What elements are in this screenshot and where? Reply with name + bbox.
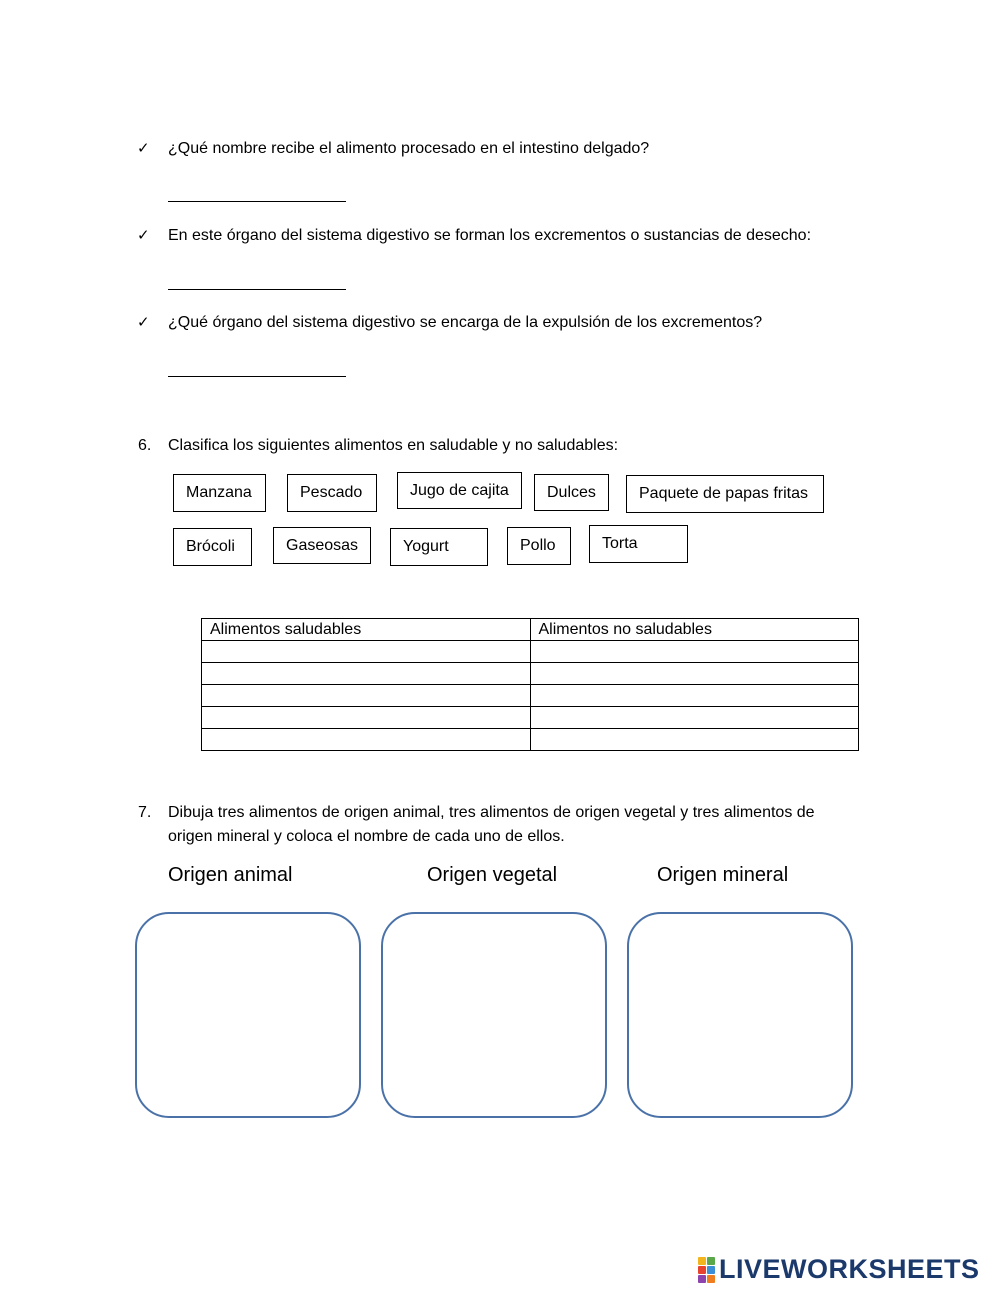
word-card-paquete-de-papas-fritas[interactable]: Paquete de papas fritas <box>626 475 824 513</box>
table-header-row <box>202 619 859 641</box>
table-row <box>202 641 859 663</box>
classification-table <box>201 618 859 751</box>
table-row <box>202 663 859 685</box>
check-icon: ✓ <box>137 313 150 331</box>
answer-blank-3[interactable] <box>168 376 346 377</box>
word-card-yogurt[interactable]: Yogurt <box>390 528 488 566</box>
drop-cell-healthy[interactable] <box>202 729 531 751</box>
section-7-instruction-line-2: origen mineral y coloca el nombre de cada uno de ellos. <box>168 828 565 845</box>
section-7-instruction-line-1: Dibuja tres alimentos de origen animal, tres alimentos de origen vegetal y tres alimentos de <box>168 804 815 821</box>
drawing-box-vegetal[interactable] <box>381 912 607 1118</box>
drop-cell-unhealthy[interactable] <box>530 707 859 729</box>
word-card-manzana[interactable]: Manzana <box>173 474 266 512</box>
logo-text: LIVEWORKSHEETS <box>719 1254 980 1284</box>
table-row <box>202 707 859 729</box>
word-card-brocoli[interactable]: Brócoli <box>173 528 252 566</box>
drop-cell-healthy[interactable] <box>202 707 531 729</box>
question-2-text: En este órgano del sistema digestivo se forman los excrementos o sustancias de desecho: <box>168 227 812 244</box>
word-card-gaseosas[interactable]: Gaseosas <box>273 527 371 564</box>
question-1-text: ¿Qué nombre recibe el alimento procesado en el intestino delgado? <box>168 140 650 157</box>
drop-cell-healthy[interactable] <box>202 641 531 663</box>
answer-blank-2[interactable] <box>168 289 346 290</box>
label-origen-animal: Origen animal <box>168 864 293 886</box>
table-row <box>202 685 859 707</box>
liveworksheets-logo <box>698 1254 980 1285</box>
drawing-box-animal[interactable] <box>135 912 361 1118</box>
section-6-number: 6. <box>138 437 152 454</box>
check-icon: ✓ <box>137 139 150 157</box>
section-6-instruction: Clasifica los siguientes alimentos en saludable y no saludables: <box>168 437 619 454</box>
drop-cell-unhealthy[interactable] <box>530 685 859 707</box>
section-7-number: 7. <box>138 804 152 821</box>
table-row <box>202 729 859 751</box>
answer-blank-1[interactable] <box>168 201 346 202</box>
label-origen-mineral: Origen mineral <box>657 864 789 886</box>
word-card-jugo-de-cajita[interactable]: Jugo de cajita <box>397 472 522 509</box>
word-card-pescado[interactable]: Pescado <box>287 474 377 512</box>
drop-cell-unhealthy[interactable] <box>530 663 859 685</box>
word-card-pollo[interactable]: Pollo <box>507 527 571 565</box>
logo-tiles-icon <box>698 1257 715 1283</box>
header-healthy: Alimentos saludables <box>202 619 531 641</box>
label-origen-vegetal: Origen vegetal <box>427 864 558 886</box>
question-3-text: ¿Qué órgano del sistema digestivo se encarga de la expulsión de los excrementos? <box>168 314 763 331</box>
drop-cell-healthy[interactable] <box>202 685 531 707</box>
drop-cell-unhealthy[interactable] <box>530 641 859 663</box>
header-unhealthy: Alimentos no saludables <box>530 619 859 641</box>
drop-cell-healthy[interactable] <box>202 663 531 685</box>
drop-cell-unhealthy[interactable] <box>530 729 859 751</box>
word-card-dulces[interactable]: Dulces <box>534 474 609 511</box>
check-icon: ✓ <box>137 226 150 244</box>
word-card-torta[interactable]: Torta <box>589 525 688 563</box>
drawing-box-mineral[interactable] <box>627 912 853 1118</box>
